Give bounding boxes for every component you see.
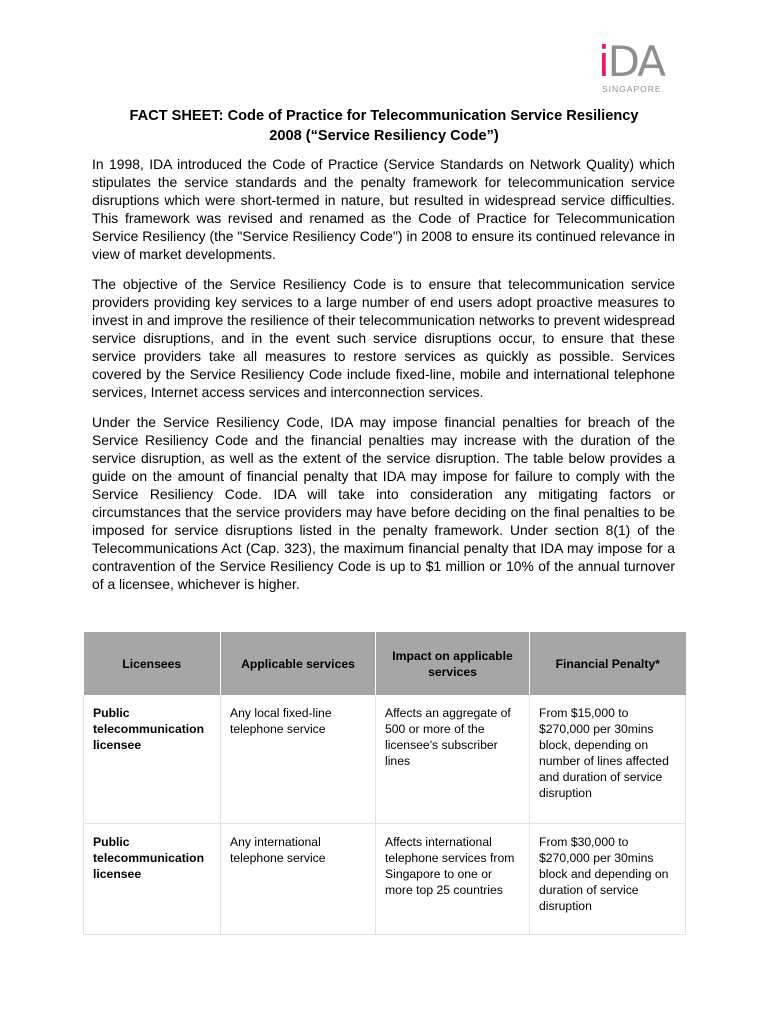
paragraph-history: In 1998, IDA introduced the Code of Practice (Service Standards on Network Quality) which stipulates the service standards and the penalty framework for telecommunication service disruptions which were short-termed in nature, but resulted in widespread service difficulties. This framework was revised and renamed as the Code of Practice for Telecommunication Service Resiliency (the "Service Resiliency Code") in 2008 to ensure its continued relevance in view of market developments. [92, 156, 675, 262]
table-row [84, 695, 686, 824]
paragraph-objective: The objective of the Service Resiliency Code is to ensure that telecommunication service providers providing key services to a large number of end users adopt proactive measures to invest in and improve the resilience of their telecommunication networks to prevent widespread service disruptions, and in the event such service disruptions occur, to ensure that these service providers take all measures to restore services as quickly as possible. Services covered by the Service Resiliency Code include fixed-line, mobile and international telephone services, Internet access services and interconnection services. [92, 276, 675, 400]
logo-letter-i: i [598, 37, 608, 86]
cell-financial-penalty: From $15,000 to $270,000 per 30mins block, depending on number of lines affected and duration of service disruption [530, 695, 686, 824]
table-row [84, 824, 686, 935]
cell-licensee: Public telecommunication licensee [84, 824, 221, 935]
header-impact: Impact on applicable services [376, 632, 530, 695]
cell-financial-penalty: From $30,000 to $270,000 per 30mins block and depending on duration of service disruption [530, 824, 686, 935]
cell-impact: Affects an aggregate of 500 or more of the licensee's subscriber lines [376, 695, 530, 824]
cell-licensee: Public telecommunication licensee [84, 695, 221, 824]
cell-applicable-service: Any international telephone service [221, 824, 376, 935]
header-licensees: Licensees [84, 632, 221, 695]
cell-applicable-service: Any local fixed-line telephone service [221, 695, 376, 824]
title-line-2: 2008 (“Service Resiliency Code”) [269, 128, 499, 144]
header-applicable-services: Applicable services [221, 632, 376, 695]
body-text [92, 155, 675, 605]
title-line-1: FACT SHEET: Code of Practice for Telecommunication Service Resiliency [129, 108, 639, 124]
table-header-row [84, 632, 686, 695]
logo-letters-da: DA [607, 37, 665, 86]
penalty-table [83, 632, 686, 935]
cell-impact: Affects international telephone services from Singapore to one or more top 25 countries [376, 824, 530, 935]
ida-logo [598, 37, 678, 94]
header-financial-penalty: Financial Penalty* [530, 632, 686, 695]
paragraph-penalties: Under the Service Resiliency Code, IDA may impose financial penalties for breach of the Service Resiliency Code and the financial penalties may increase with the duration of the service disruption, as well as the extent of the service disruption. The table below provides a guide on the amount of financial penalty that IDA may impose for failure to comply with the Service Resiliency Code. IDA will take into consideration any mitigating factors or circumstances that the service providers may have before deciding on the final penalties to be imposed for service disruptions listed in the penalty framework. Under section 8(1) of the Telecommunications Act (Cap. 323), the maximum financial penalty that IDA may impose for a contravention of the Service Resiliency Code is up to $1 million or 10% of the annual turnover of a licensee, whichever is higher. [92, 414, 675, 592]
ida-logo-mark [598, 37, 678, 86]
page-title [92, 106, 676, 146]
logo-subtitle: SINGAPORE [602, 84, 662, 94]
